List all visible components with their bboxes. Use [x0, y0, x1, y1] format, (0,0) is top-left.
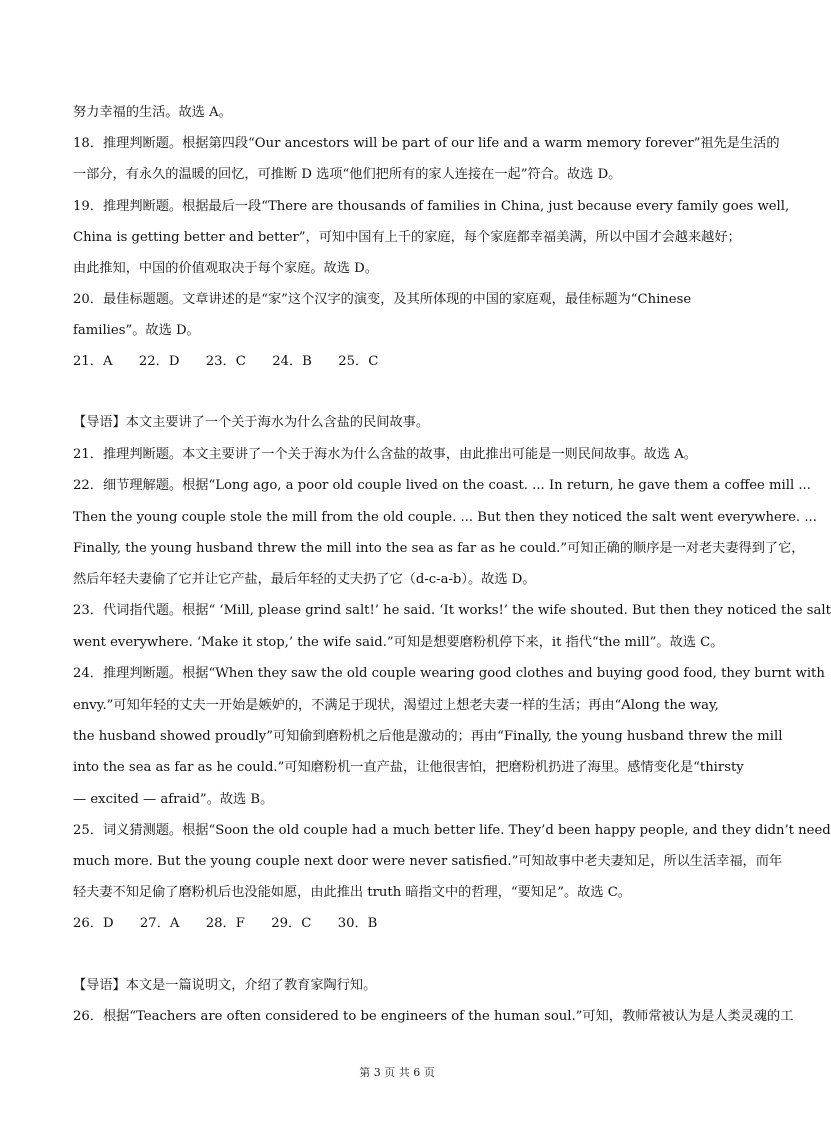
- text-line: 21．推理判断题。本文主要讲了一个关于海水为什么含盐的故事，由此推出可能是一则民间故事。故选 A。: [73, 447, 697, 462]
- answer-row: 26．D 27．A 28．F 29．C 30．B: [73, 916, 378, 931]
- text-line: 一部分，有永久的温暖的回忆，可推断 D 选项“他们把所有的家人连接在一起”符合。故选 D。: [73, 167, 622, 182]
- text-line: envy.”可知年轻的丈夫一开始是嫉妒的，不满足于现状，渴望过上想老夫妻一样的生活；再由“Along the way,: [73, 698, 719, 713]
- text-line: Finally, the young husband threw the mill into the sea as far as he could.”可知正确的顺序是一对老夫妻得到了它，: [73, 541, 805, 556]
- text-line: into the sea as far as he could.”可知磨粉机一直产盐，让他很害怕，把磨粉机扔进了海里。感情变化是“thirsty: [73, 760, 744, 775]
- text-line: 24．推理判断题。根据“When they saw the old couple wearing good clothes and buying good food, they burnt with: [73, 666, 825, 681]
- text-line: 19．推理判断题。根据最后一段“There are thousands of families in China, just because every family goes well,: [73, 199, 790, 214]
- text-line: China is getting better and better”，可知中国有上千的家庭，每个家庭都幸福美满，所以中国才会越来越好；: [73, 230, 741, 245]
- text-line: 26．根据“Teachers are often considered to be engineers of the human soul.”可知，教师常被认为是人类灵魂的工: [73, 1009, 794, 1024]
- text-line: 然后年轻夫妻偷了它并让它产盐，最后年轻的丈夫扔了它（d-c-a-b）。故选 D。: [73, 572, 536, 587]
- section-intro: 【导语】本文是一篇说明文，介绍了教育家陶行知。: [73, 978, 377, 993]
- text-line: — excited — afraid”。故选 B。: [73, 792, 274, 807]
- text-line: 努力幸福的生活。故选 A。: [73, 105, 232, 120]
- text-line: Then the young couple stole the mill from the old couple. ... But then they noticed the salt went everywhere. ...: [73, 510, 817, 525]
- text-line: much more. But the young couple next door were never satisfied.”可知故事中老夫妻知足，所以生活幸福，而年: [73, 854, 783, 869]
- text-line: 18．推理判断题。根据第四段“Our ancestors will be part of our life and a warm memory forever”祖先是生活的: [73, 136, 780, 151]
- answer-row: 21．A 22．D 23．C 24．B 25．C: [73, 354, 379, 369]
- text-line: families”。故选 D。: [73, 323, 200, 338]
- page-number: 第 3 页 共 6 页: [359, 1066, 435, 1079]
- section-intro: 【导语】本文主要讲了一个关于海水为什么含盐的民间故事。: [73, 415, 430, 430]
- text-line: 轻夫妻不知足偷了磨粉机后也没能如愿，由此推出 truth 暗指文中的哲理，“要知足”。故选 C。: [73, 885, 631, 900]
- text-line: 23．代词指代题。根据“ ‘Mill, please grind salt!’ he said. ‘It works!’ the wife shouted. But then they noticed the salt: [73, 603, 831, 618]
- text-line: 22．细节理解题。根据“Long ago, a poor old couple lived on the coast. ... In return, he gave them a coffee mill ...: [73, 478, 811, 493]
- text-line: the husband showed proudly”可知偷到磨粉机之后他是激动的；再由“Finally, the young husband threw the mill: [73, 729, 783, 744]
- text-line: 20．最佳标题题。文章讲述的是“家”这个汉字的演变，及其所体现的中国的家庭观，最佳标题为“Chinese: [73, 292, 692, 307]
- text-line: 25．词义猜测题。根据“Soon the old couple had a much better life. They’d been happy people, and they didn’t need: [73, 823, 831, 838]
- text-line: went everywhere. ‘Make it stop,’ the wife said.”可知是想要磨粉机停下来，it 指代“the mill”。故选 C。: [73, 635, 724, 650]
- text-line: 由此推知，中国的价值观取决于每个家庭。故选 D。: [73, 261, 378, 276]
